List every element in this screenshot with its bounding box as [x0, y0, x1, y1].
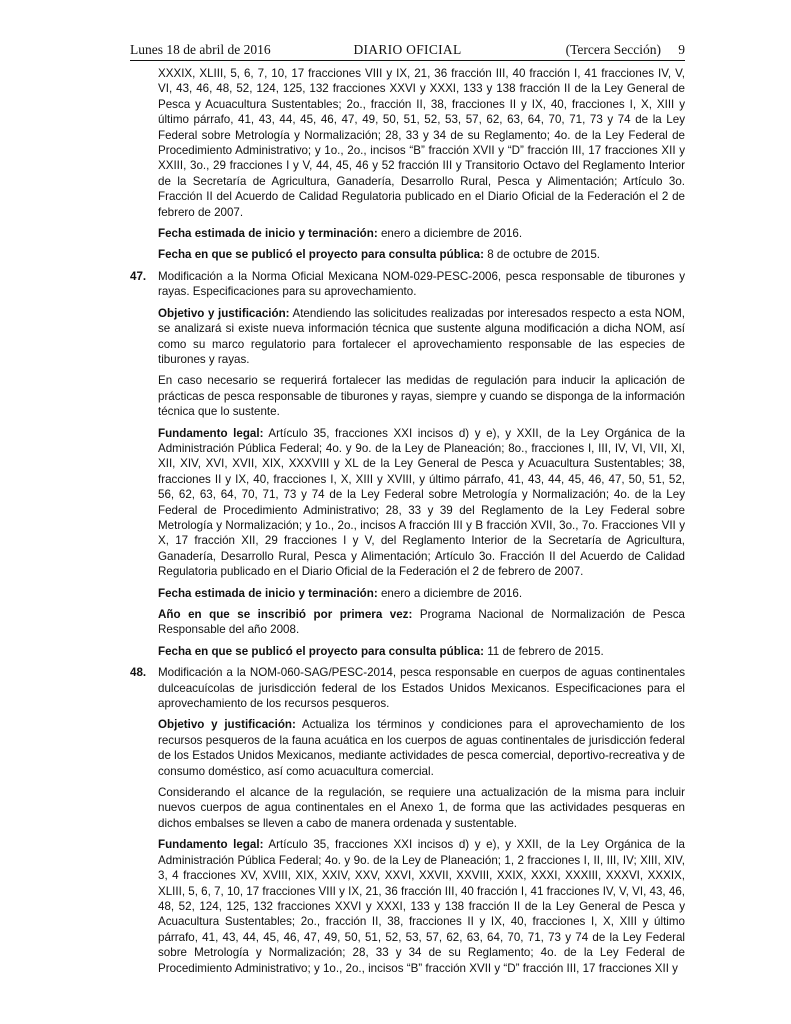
page-header	[130, 40, 685, 60]
field-value: Programa Nacional de Normalización de Pesca Responsable del año 2008.	[158, 608, 686, 637]
field-label: Fundamento legal:	[158, 426, 264, 440]
body-paragraph: Considerando el alcance de la regulación, se requiere una actualización de la misma para incluir nuevos cuerpos de agua continentales en el Anexo 1, de forma que las actividades pesqueras en dichos embalses se lleven a cabo de manera ordenada y sustentable.	[158, 786, 685, 830]
header-title: DIARIO OFICIAL	[353, 42, 462, 57]
list-item	[130, 665, 685, 711]
field-label: Fecha estimada de inicio y terminación:	[158, 586, 378, 600]
field-value: Artículo 35, fracciones XXI incisos d) y e), y XXII, de la Ley Orgánica de la Administración Pública Federal; 4o. y 9o. de la Ley de Planeación; 8o., fracciones I, III, IV, VI, VII, XI, XII, XIV, XVI, XVII, XIX, XXXVIII y XL de la Ley General de Pesca y Acuacultura Sustentables; 38, fracciones II y IX, 40, fracciones I, X, XIII y XVIII, y último párrafo, 41, 43, 44, 45, 46, 47, 50, 51, 52, 56, 62, 63, 64, 70, 71, 73 y 74 de la Ley Federal sobre Metrología y Normalización; 4o. de la Ley Federal de Procedimiento Administrativo; 28, 33 y 39 del Reglamento de la Ley Federal sobre Metrología y Normalización; y 1o., 2o., incisos A fracción III y B fracción XVII, 3o., 7o. Fracciones VII y X, 17 fracción XII, 29 fracciones I y V, del Reglamento Interior de la Secretaría de Agricultura, Ganadería, Desarrollo Rural, Pesca y Alimentación; Artículo 3o. Fracción II del Acuerdo de Calidad Regulatoria publicado en el Diario Oficial de la Federación el 2 de febrero de 2007.	[158, 426, 686, 579]
field-label: Fecha estimada de inicio y terminación:	[158, 227, 378, 241]
item-number: 48.	[130, 666, 147, 680]
body-paragraph: En caso necesario se requerirá fortalecer las medidas de regulación para inducir la aplicación de prácticas de pesca responsable de tiburones y rayas, siempre y cuando se disponga de la información técnica que lo sustente.	[158, 374, 685, 419]
item-title: Modificación a la NOM-060-SAG/PESC-2014, pesca responsable en cuerpos de aguas continentales dulceacuícolas de jurisdicción federal de los Estados Unidos Mexicanos. Especificaciones para el aprovechamiento de los recursos pesqueros.	[158, 666, 685, 711]
field-value: Artículo 35, fracciones XXI incisos d) y e), y XXII, de la Ley Orgánica de la Administración Pública Federal; 4o. y 9o. de la Ley de Planeación; 1, 2 fracciones I, II, III, IV; XIII, XIV, 3, 4 fracciones XV, XVIII, XIX, XXIV, XXV, XXVI, XXVII, XXVIII, XXIX, XXXI, XXXIII, XXXVI, XXXIX, XLIII, 5, 6, 7, 10, 17 fracciones VIII y IX, 21, 36 fracción III, 40 fracción I, 41 fracciones IV, V, VI, 43, 46, 48, 52, 124, 125, 132 fracciones XXVI y XXXI, 133 y 138 fracción II de la Ley General de Pesca y Acuacultura Sustentables; 2o., fracción II, 38, fracciones II y IX, 40, fracciones I, X, XIII y último párrafo, 41, 43, 44, 45, 46, 47, 49, 50, 51, 52, 53, 57, 62, 63, 64, 70, 71, 73 y 74 de la Ley Federal sobre Metrología y Normalización; 28, 33 y 34 de su Reglamento; 4o. de la Ley Federal de Procedimiento Administrativo; y 1o., 2o., incisos “B” fracción XVII y “D” fracción III, 17 fracciones XII y	[158, 838, 686, 975]
field-label: Fecha en que se publicó el proyecto para consulta pública:	[158, 644, 484, 658]
field-value: 8 de octubre de 2015.	[484, 248, 601, 262]
fundamento-paragraph	[158, 426, 685, 580]
header-section: (Tercera Sección)	[565, 42, 661, 57]
field-label: Año en que se inscribió por primera vez:	[158, 608, 413, 621]
header-page-number: 9	[678, 42, 685, 57]
objetivo-paragraph	[158, 306, 685, 368]
fundamento-paragraph	[158, 837, 685, 976]
field-label: Objetivo y justificación:	[158, 718, 296, 732]
item-title: Modificación a la Norma Oficial Mexicana NOM-029-PESC-2006, pesca responsable de tiburones y rayas. Especificaciones para su aprovechamiento.	[158, 269, 685, 299]
field-value: enero a diciembre de 2016.	[377, 586, 523, 600]
item-number: 47.	[130, 269, 147, 283]
objetivo-paragraph	[158, 717, 685, 779]
field-label: Objetivo y justificación:	[158, 306, 290, 320]
field-label: Fecha en que se publicó el proyecto para consulta pública:	[158, 248, 484, 262]
continuation-fecha-estimada	[158, 226, 685, 241]
header-rule	[130, 60, 685, 61]
field-label: Fundamento legal:	[158, 838, 264, 852]
fecha-publico-paragraph	[158, 644, 685, 659]
fecha-estimada-paragraph	[158, 586, 685, 601]
field-value: Atendiendo las solicitudes realizadas por interesados respecto a esta NOM, se analizará si existe nueva información técnica que sustente alguna modificación a dicha NOM, así como su marco regulatorio para fortalecer el aprovechamiento responsable de las especies de tiburones y rayas.	[158, 306, 686, 366]
field-value: 11 de febrero de 2015.	[484, 644, 604, 658]
list-item	[130, 269, 685, 300]
continuation-fecha-publico	[158, 247, 685, 262]
document-body	[130, 66, 685, 982]
ano-inscripcion-paragraph	[158, 607, 685, 638]
field-value: enero a diciembre de 2016.	[377, 227, 523, 241]
header-date: Lunes 18 de abril de 2016	[130, 42, 271, 57]
field-value: Actualiza los términos y condiciones para el aprovechamiento de los recursos pesqueros de la fauna acuática en los cuerpos de aguas continentales de jurisdicción federal de los Estados Unidos Mexicanos, mediante actividades de pesca comercial, deportivo-recreativa y de consumo doméstico, así como acuacultura comercial.	[158, 718, 685, 778]
continuation-paragraph: XXXIX, XLIII, 5, 6, 7, 10, 17 fracciones VIII y IX, 21, 36 fracción III, 40 fracción I, 41 fracciones IV, V, VI, 43, 46, 48, 52, 124, 125, 132 fracciones XXVI y XXXI, 133 y 138 fracción II de la Ley General de Pesca y Acuacultura Sustentables; 2o., fracción II, 38, fracciones II y IX, 40, fracciones I, X, XIII y último párrafo, 41, 43, 44, 45, 46, 47, 49, 50, 51, 52, 53, 57, 62, 63, 64, 70, 71, 73 y 74 de la Ley Federal sobre Metrología y Normalización; 28, 33 y 34 de su Reglamento; 4o. de la Ley Federal de Procedimiento Administrativo; y 1o., 2o., incisos “B” fracción XVII y “D” fracción III, 17 fracciones XII y XXIII, 3o., 29 fracciones I y V, 44, 45, 46 y 52 fracción III y Transitorio Octavo del Reglamento Interior de la Secretaría de Agricultura, Ganadería, Desarrollo Rural, Pesca y Alimentación; Artículo 3o. Fracción II del Acuerdo de Calidad Regulatoria publicado en el Diario Oficial de la Federación el 2 de febrero de 2007.	[158, 67, 685, 219]
